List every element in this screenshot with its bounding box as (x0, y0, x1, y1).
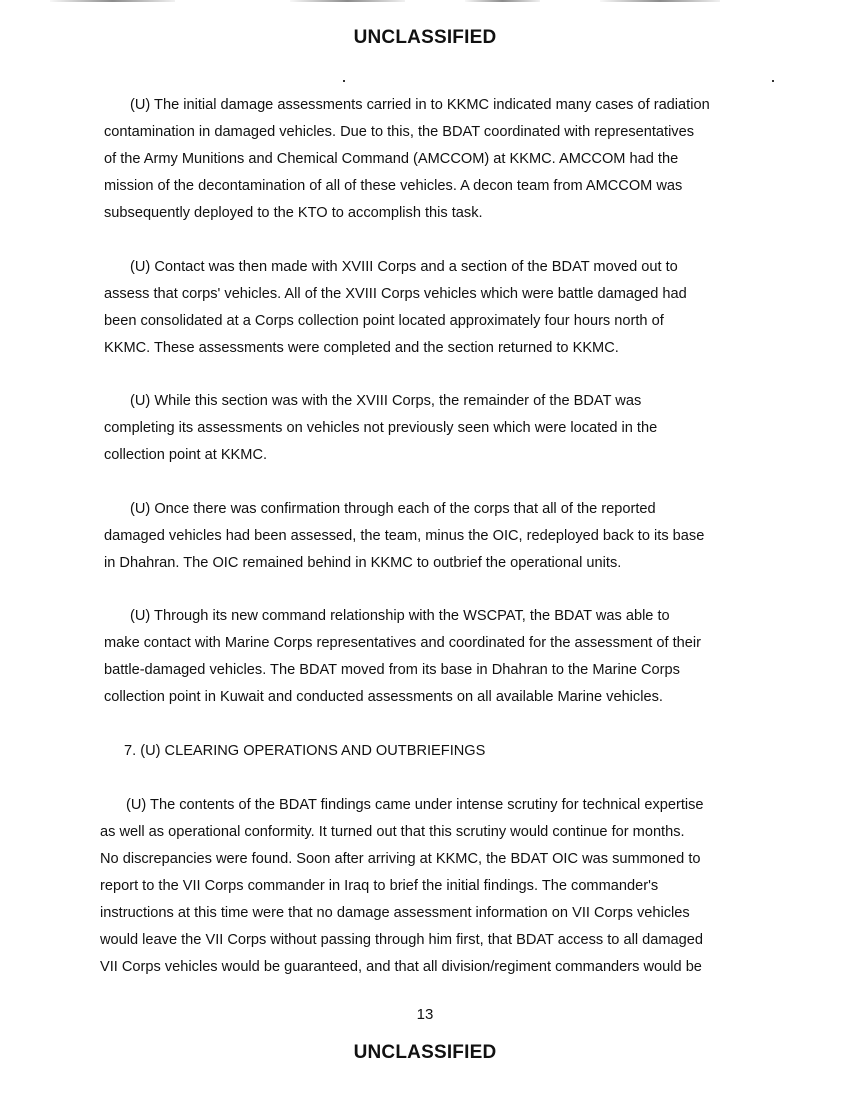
text-line: in Dhahran. The OIC remained behind in KKMC to outbrief the operational units. (104, 555, 622, 571)
text-line: collection point at KKMC. (104, 447, 268, 463)
text-line: collection point in Kuwait and conducted assessments on all available Marine vehicles. (104, 689, 663, 705)
scan-speck (343, 80, 345, 82)
text-line: completing its assessments on vehicles not previously seen which were located in the (104, 420, 658, 436)
page-number: 13 (416, 1006, 434, 1023)
text-line: mission of the decontamination of all of these vehicles. A decon team from AMCCOM was (104, 178, 683, 194)
text-line: (U) Once there was confirmation through each of the corps that all of the reported (130, 501, 656, 517)
scan-artifact (50, 0, 175, 2)
text-line: report to the VII Corps commander in Iraq to brief the initial findings. The commander's (100, 878, 659, 894)
scan-speck (772, 80, 774, 82)
text-line: subsequently deployed to the KTO to accomplish this task. (104, 205, 483, 221)
text-line: (U) Through its new command relationship with the WSCPAT, the BDAT was able to (130, 608, 670, 624)
text-line: (U) Contact was then made with XVIII Corps and a section of the BDAT moved out to (130, 259, 678, 275)
text-line: (U) While this section was with the XVIII Corps, the remainder of the BDAT was (130, 393, 642, 409)
text-line: No discrepancies were found. Soon after arriving at KKMC, the BDAT OIC was summoned to (100, 851, 701, 867)
text-line: (U) The initial damage assessments carried in to KKMC indicated many cases of radiation (130, 97, 710, 113)
text-line: KKMC. These assessments were completed and the section returned to KKMC. (104, 340, 619, 356)
text-line: contamination in damaged vehicles. Due to this, the BDAT coordinated with representatives (104, 124, 695, 140)
scan-artifact (600, 0, 720, 2)
text-line: battle-damaged vehicles. The BDAT moved from its base in Dhahran to the Marine Corps (104, 662, 680, 678)
header-classification: UNCLASSIFIED (353, 27, 497, 48)
text-line: as well as operational conformity. It turned out that this scrutiny would continue for months. (100, 824, 685, 840)
scan-artifact (290, 0, 405, 2)
section-heading: 7. (U) CLEARING OPERATIONS AND OUTBRIEFINGS (124, 743, 486, 759)
text-line: would leave the VII Corps without passing through him first, that BDAT access to all damaged (100, 932, 703, 948)
text-line: VII Corps vehicles would be guaranteed, and that all division/regiment commanders would be (100, 959, 702, 975)
text-line: damaged vehicles had been assessed, the team, minus the OIC, redeployed back to its base (104, 528, 705, 544)
footer-classification: UNCLASSIFIED (353, 1042, 497, 1063)
text-line: instructions at this time were that no damage assessment information on VII Corps vehicles (100, 905, 690, 921)
text-line: assess that corps' vehicles. All of the XVIII Corps vehicles which were battle damaged had (104, 286, 687, 302)
scan-artifact (465, 0, 540, 2)
text-line: of the Army Munitions and Chemical Command (AMCCOM) at KKMC. AMCCOM had the (104, 151, 679, 167)
text-line: been consolidated at a Corps collection point located approximately four hours north of (104, 313, 664, 329)
text-line: make contact with Marine Corps representatives and coordinated for the assessment of their (104, 635, 702, 651)
text-line: (U) The contents of the BDAT findings came under intense scrutiny for technical expertise (126, 797, 704, 813)
